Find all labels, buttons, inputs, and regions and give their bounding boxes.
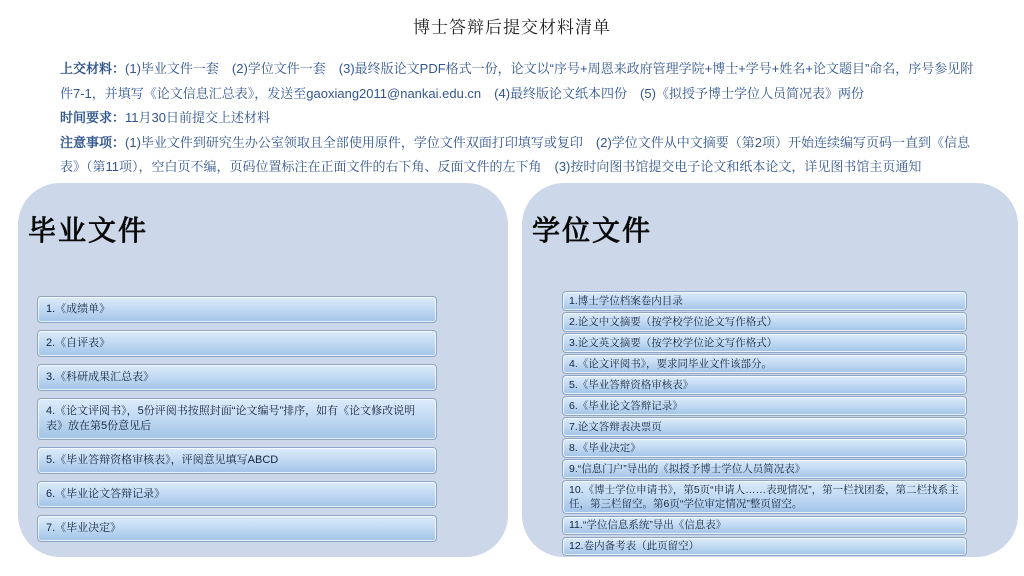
list-item: 7.《毕业决定》 (37, 515, 437, 542)
list-item: 2.论文中文摘要（按学校学位论文写作格式） (562, 312, 967, 332)
list-item: 4.《论文评阅书》，要求同毕业文件该部分。 (562, 354, 967, 374)
list-item: 7.论文答辩表决票页 (562, 417, 967, 437)
panel-degree-title: 学位文件 (532, 215, 653, 246)
list-item: 9.“信息门户”导出的《拟授予博士学位人员简况表》 (562, 459, 967, 479)
graduation-item-list (37, 296, 437, 542)
page-title: 博士答辩后提交材料清单 (413, 18, 611, 37)
list-item: 5.《毕业答辩资格审核表》，评阅意见填写ABCD (37, 447, 437, 474)
info-text-deadline: 11月30日前提交上述材料 (125, 110, 270, 125)
list-item: 8.《毕业决定》 (562, 438, 967, 458)
list-item: 2.《自评表》 (37, 330, 437, 357)
panel-graduation-title: 毕业文件 (28, 215, 149, 246)
degree-item-list (562, 291, 967, 556)
list-item: 4.《论文评阅书》，5份评阅书按照封面“论文编号”排序，如有《论文修改说明表》放在第5份意见后 (37, 398, 437, 440)
list-item: 5.《毕业答辩资格审核表》 (562, 375, 967, 395)
info-paragraph-deadline (60, 106, 982, 131)
info-paragraph-materials (60, 57, 982, 106)
info-label-materials: 上交材料： (60, 61, 126, 76)
info-paragraph-notes (60, 131, 982, 180)
list-item: 12.卷内备考表（此页留空） (562, 537, 967, 557)
list-item: 3.《科研成果汇总表》 (37, 364, 437, 391)
list-item: 6.《毕业论文答辩记录》 (562, 396, 967, 416)
list-item: 1.《成绩单》 (37, 296, 437, 323)
info-block (60, 57, 982, 180)
list-item: 11.“学位信息系统”导出《信息表》 (562, 516, 967, 536)
info-text-materials: (1)毕业文件一套 (2)学位文件一套 (3)最终版论文PDF格式一份，论文以“序号+周恩来政府管理学院+博士+学号+姓名+论文题目”命名，序号参见附件7-1，并填写《论文信息汇总表》，发送至gaoxiang2011@nankai.edu.cn (4)最终版论文纸本四份 (5)《拟授予博士学位人员简况表》两份 (60, 61, 974, 101)
info-label-notes: 注意事项： (60, 134, 126, 150)
list-item: 10.《博士学位申请书》，第5页“申请人……表现情况”，第一栏找团委，第二栏找系主任，第三栏留空。第6页“学位审定情况”整页留空。 (562, 480, 967, 514)
panel-degree-documents (522, 183, 1018, 557)
list-item: 1.博士学位档案卷内目录 (562, 291, 967, 311)
info-text-notes: (1)毕业文件到研究生办公室领取且全部使用原件，学位文件双面打印填写或复印 (2)学位文件从中文摘要（第2项）开始连续编写页码一直到《信息表》（第11项），空白页不编，页码位置标注在正面文件的右下角、反面文件的左下角 (3)按时向图书馆提交电子论文和纸本论文，详见图书馆主页通知 (60, 134, 971, 174)
panel-graduation-documents (18, 183, 508, 557)
info-label-deadline: 时间要求： (60, 110, 126, 125)
list-item: 6.《毕业论文答辩记录》 (37, 481, 437, 508)
list-item: 3.论文英文摘要（按学校学位论文写作格式） (562, 333, 967, 353)
